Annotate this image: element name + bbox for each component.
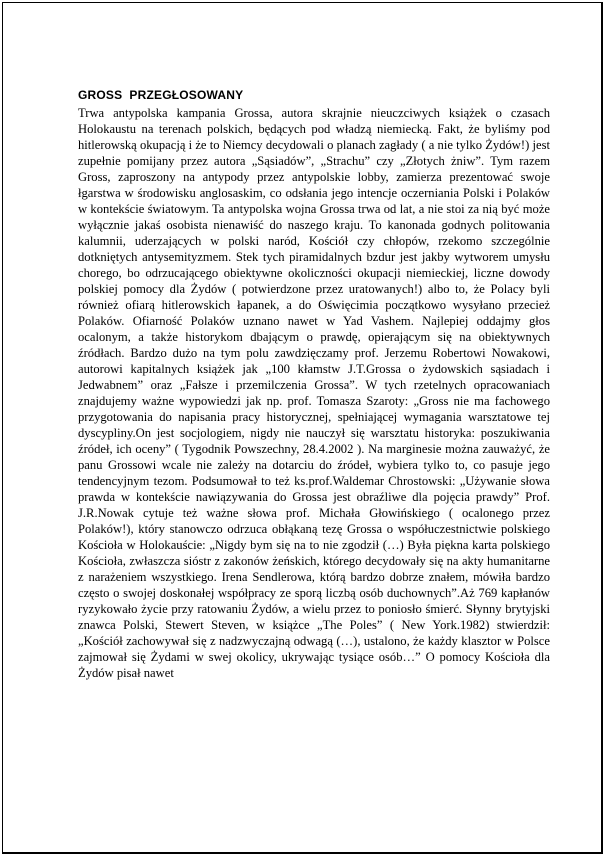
page bbox=[2, 2, 603, 854]
article-heading: GROSS PRZEGŁOSOWANY bbox=[78, 88, 244, 102]
article bbox=[78, 87, 550, 681]
article-body: Trwa antypolska kampania Grossa, autora skrajnie nieuczciwych książek o czasach Holokaustu na terenach polskich, będących pod władzą niemiecką. Fakt, że byliśmy pod hitlerowską okupacją i że to Niemcy decydowali o planach zagłady ( a nie tylko Żydów!) jest zupełnie pomijany przez autora „Sąsiadów”, „Strachu” czy „Złotych żniw”. Tym razem Gross, zaproszony na antypody przez antypolskie lobby, zamierza prezentować swoje łgarstwa w środowisku anglosaskim, co odsłania jego intencje oczerniania Polski i Polaków w kontekście światowym. Ta antypolska wojna Grossa trwa od lat, a nie stoi za nią być może wyłącznie jakaś osobista nienawiść do naszego kraju. To kanonada godnych politowania kalumnii, uderzających w polski naród, Kościół czy chłopów, rzekomo szczególnie dotkniętych antysemityzmem. Stek tych piramidalnych bzdur jest jakby wytworem umysłu chorego, bo odrzucającego obiektywne okoliczności okupacji niemieckiej, liczne dowody polskiej pomocy dla Żydów ( potwierdzone przez uratowanych!) albo to, że Polacy byli również ofiarą hitlerowskich łapanek, a do Oświęcimia początkowo wysyłano przecież Polaków. Ofiarność Polaków uznano nawet w Yad Vashem. Najlepiej oddajmy głos ocalonym, a także historykom dbającym o prawdę, opierającym się na obiektywnych źródłach. Bardzo dużo na tym polu zawdzięczamy prof. Jerzemu Robertowi Nowakowi, autorowi kapitalnych książek jak „100 kłamstw J.T.Grossa o żydowskich sąsiadach i Jedwabnem” oraz „Fałsze i przemilczenia Grossa”. W tych rzetelnych opracowaniach znajdujemy ważne wypowiedzi jak np. prof. Tomasza Szaroty: „Gross nie ma fachowego przygotowania do napisania pracy historycznej, spełniającej wymagania warsztatowe tej dyscypliny.On jest socjologiem, nigdy nie nauczył się warsztatu historyka: poszukiwania źródeł, ich oceny” ( Tygodnik Powszechny, 28.4.2002 ). Na marginesie można zauważyć, że panu Grossowi wcale nie zależy na dotarciu do źródeł, wybiera tylko to, co pasuje jego tendencyjnym tezom. Podsumował to też ks.prof.Waldemar Chrostowski: „Używanie słowa prawda w kontekście nawiązywania do Grossa jest obraźliwe dla pojęcia prawdy” Prof. J.R.Nowak cytuje też ważne słowa prof. Michała Głowińskiego ( ocalonego przez Polaków!), który stanowczo odrzuca obłąkaną tezę Grossa o współuczestnictwie polskiego Kościoła w Holokauście: „Nigdy bym się na to nie zgodził (…) Była piękna karta polskiego Kościoła, zwłaszcza sióstr z zakonów żeńskich, którego decydowały się na akty humanitarne z narażeniem wszystkiego. Irena Sendlerowa, którą bardzo dobrze znałem, mówiła bardzo często o swojej doskonałej współpracy ze sporą liczbą osób duchownych”.Aż 769 kapłanów ryzykowało życie przy ratowaniu Żydów, a wielu przez to poniosło śmierć. Słynny brytyjski znawca Polski, Stewert Steven, w książce „The Poles” ( New York.1982) stwierdził: „Kościół zachowywał się z nadzwyczajną odwagą (…), ustalono, że każdy klasztor w Polsce zajmował się Żydami w swej okolicy, ukrywając tysiące osób…” O pomocy Kościoła dla Żydów pisał nawet bbox=[78, 106, 550, 680]
